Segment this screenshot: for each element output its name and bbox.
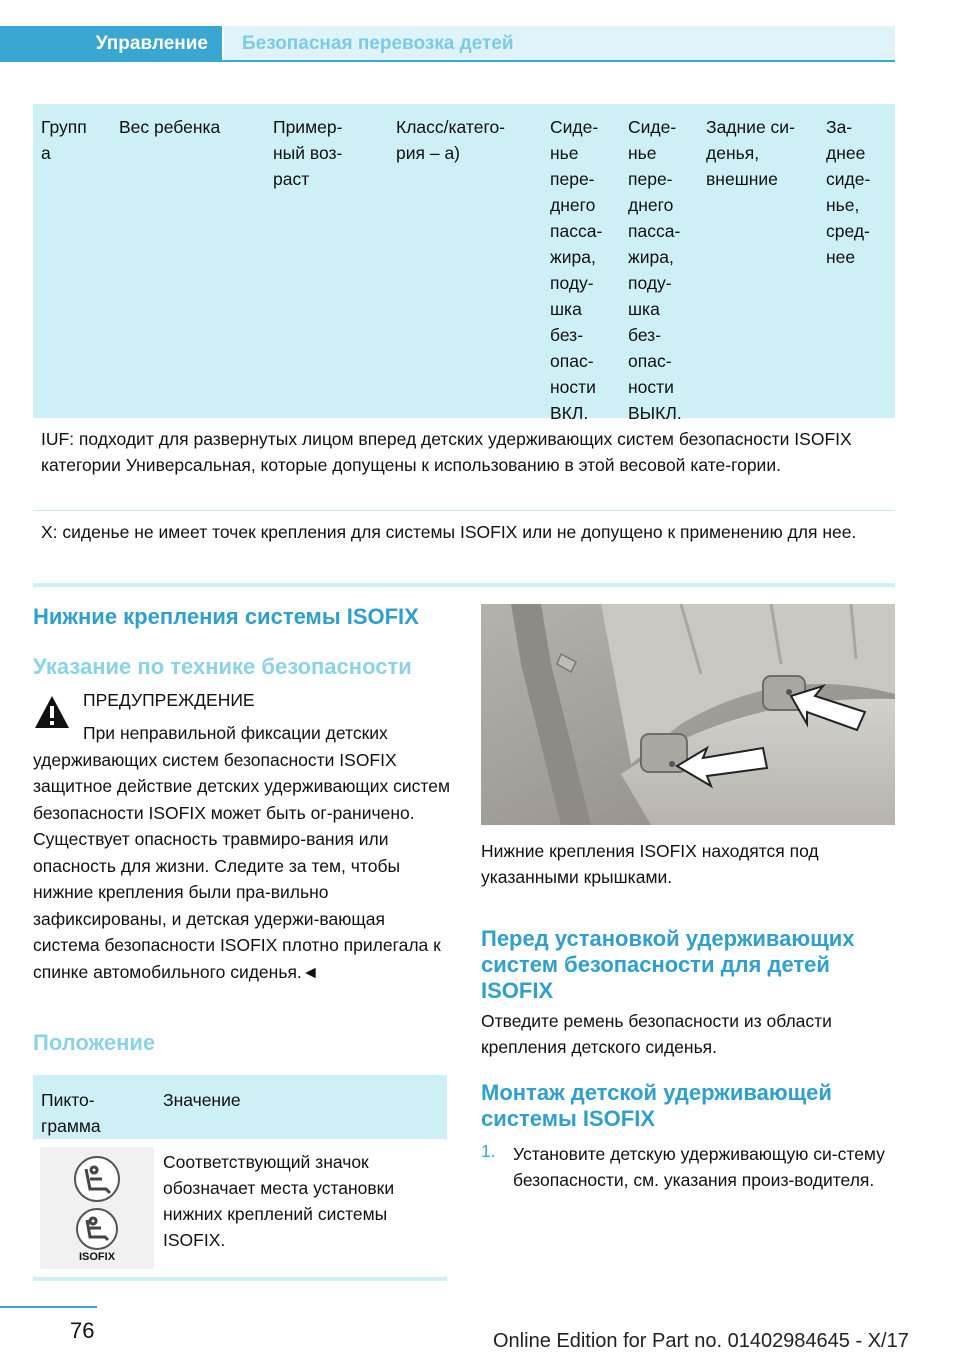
isofix-anchor-photo xyxy=(481,604,895,825)
section-heading: Нижние крепления системы ISOFIX xyxy=(33,604,419,629)
pictogram-meaning: Соответствующий значок обозначает места установки нижних креплений системы ISOFIX. xyxy=(163,1152,395,1250)
col-weight: Вес ребенка xyxy=(119,117,221,137)
header-section-tab: Управление xyxy=(0,26,222,62)
safety-subheading: Указание по технике безопасности xyxy=(33,654,412,679)
pictogram-table xyxy=(33,1075,447,1281)
install-heading: Монтаж детской удерживающей системы ISOFIX xyxy=(481,1080,832,1131)
edition-note: Online Edition for Part no. 01402984645 - X/17 xyxy=(493,1330,909,1352)
isofix-pictogram xyxy=(40,1147,154,1269)
col-rear-middle: За- днее сиде- нье, сред- нее xyxy=(826,117,871,267)
page-header xyxy=(0,26,895,62)
col-group: Групп а xyxy=(41,117,87,163)
note-x: X: сиденье не имеет точек крепления для системы ISOFIX или не допущено к применению для нее. xyxy=(41,522,857,542)
col-pictogram: Пикто- грамма xyxy=(41,1090,101,1136)
table-bottom-rule xyxy=(33,583,895,587)
note-iuf: IUF: подходит для развернутых лицом вперед детских удерживающих систем безопасности ISOFIX категории Универсальная, которые допущены к использованию в этой весовой кате-гории. xyxy=(33,418,895,511)
warning-title: ПРЕДУПРЕЖДЕНИЕ xyxy=(83,690,255,710)
header-topic-tab: Безопасная перевозка детей xyxy=(224,26,895,62)
step-number: 1. xyxy=(481,1141,496,1161)
step-text: Установите детскую удерживающую си-стему безопасности, см. указания произ-водителя. xyxy=(513,1144,885,1190)
col-rear-outer: Задние си- денья, внешние xyxy=(706,117,795,189)
before-install-text: Отведите ремень безопасности из области крепления детского сиденья. xyxy=(481,1011,832,1057)
footer-rule xyxy=(0,1306,97,1308)
header-rule xyxy=(0,60,895,62)
position-heading: Положение xyxy=(33,1030,156,1055)
col-class: Класс/катего- рия – a) xyxy=(396,117,505,163)
table-header-row xyxy=(33,104,895,423)
photo-caption: Нижние крепления ISOFIX находятся под указанными крышками. xyxy=(481,841,819,887)
col-front-airbag-on: Сиде- нье пере- днего пасса- жира, поду- шка без- опас- ности ВКЛ. xyxy=(550,117,603,423)
child-seat-table xyxy=(33,104,895,587)
col-front-airbag-off: Сиде- нье пере- днего пасса- жира, поду- шка без- опас- ности ВЫКЛ. xyxy=(628,117,682,423)
before-install-heading: Перед установкой удерживающих систем безопасности для детей ISOFIX xyxy=(481,926,855,1003)
isofix-icon-label: ISOFIX xyxy=(78,1251,116,1263)
col-age: Пример- ный воз- раст xyxy=(273,117,343,189)
pictogram-table-header xyxy=(33,1075,447,1139)
table-row xyxy=(33,1139,447,1267)
warning-text: При неправильной фиксации детских удерживающих систем безопасности ISOFIX защитное действие детских удерживающих систем безопасности ISOFIX может быть ог-раничено. Существует опасность травмиро-вания или опасность для жизни. Следите за тем, чтобы нижние крепления были пра-вильно зафиксированы, и детская удержи-вающая система безопасности ISOFIX плотно прилегала к спинке автомобильного сиденья.◄ xyxy=(33,723,450,982)
col-meaning: Значение xyxy=(163,1090,241,1110)
pictogram-table-bottom-rule xyxy=(33,1277,447,1281)
page-number: 76 xyxy=(70,1318,95,1343)
